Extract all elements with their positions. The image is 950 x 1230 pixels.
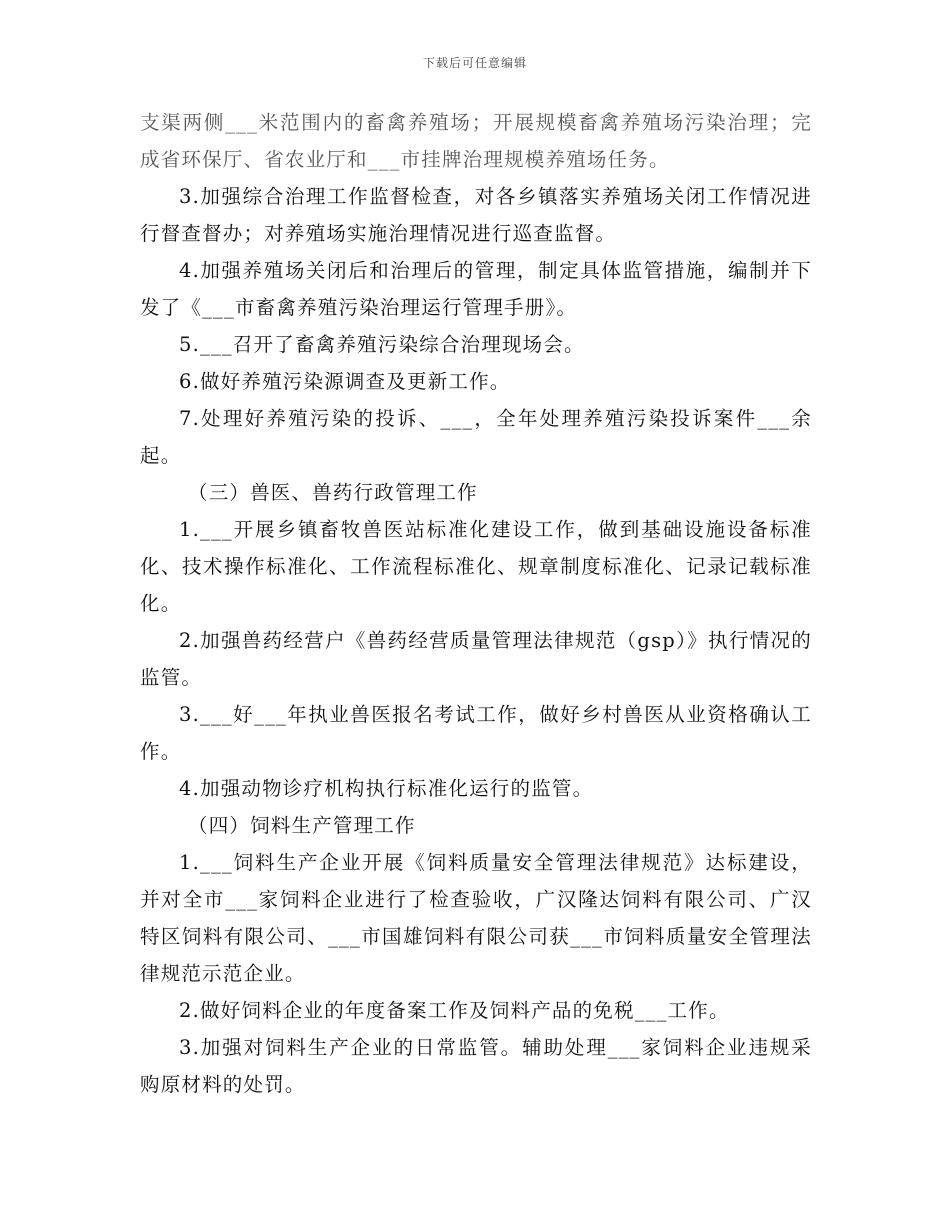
paragraph-item-3-supervision: 3.加强综合治理工作监督检查，对各乡镇落实养殖场关闭工作情况进行督查督办；对养殖场实施治理情况进行巡查监督。: [140, 185, 812, 245]
paragraph-item-6-survey: 6.做好养殖污染源调查及更新工作。: [179, 370, 511, 393]
paragraph-continuation: 支渠两侧___米范围内的畜禽养殖场；开展规模畜禽养殖场污染治理；完成省环保厅、省农业厅和___市挂牌治理规模养殖场任务。: [140, 111, 812, 171]
section-heading-veterinary: （三）兽医、兽药行政管理工作: [188, 481, 478, 504]
paragraph-item-4-management: 4.加强养殖场关闭后和治理后的管理，制定具体监管措施，编制并下发了《___市畜禽养殖污染治理运行管理手册》。: [140, 259, 812, 319]
paragraph-feed-item-2: 2.做好饲料企业的年度备案工作及饲料产品的免税___工作。: [179, 999, 730, 1022]
paragraph-item-5-meeting: 5.___召开了畜禽养殖污染综合治理现场会。: [179, 333, 585, 356]
paragraph-feed-item-3: 3.加强对饲料生产企业的日常监管。辅助处理___家饲料企业违规采购原材料的处罚。: [140, 1036, 812, 1096]
paragraph-vet-item-1: 1.___开展乡镇畜牧兽医站标准化建设工作，做到基础设施设备标准化、技术操作标准化、工作流程标准化、规章制度标准化、记录记载标准化。: [140, 518, 812, 615]
document-body: [140, 104, 812, 1103]
paragraph-vet-item-4: 4.加强动物诊疗机构执行标准化运行的监管。: [179, 777, 594, 800]
page-header-note: 下载后可任意编辑: [422, 56, 527, 70]
section-heading-feed: （四）饲料生产管理工作: [188, 814, 416, 837]
paragraph-vet-item-3: 3.___好___年执业兽医报名考试工作，做好乡村兽医从业资格确认工作。: [140, 703, 812, 763]
paragraph-item-7-complaints: 7.处理好养殖污染的投诉、___，全年处理养殖污染投诉案件___余起。: [140, 407, 812, 467]
paragraph-vet-item-2: 2.加强兽药经营户《兽药经营质量管理法律规范（gsp）》执行情况的监管。: [140, 629, 812, 689]
paragraph-feed-item-1: 1.___饲料生产企业开展《饲料质量安全管理法律规范》达标建设，并对全市___家饲料企业进行了检查验收，广汉隆达饲料有限公司、广汉特区饲料有限公司、___市国雄饲料有限公司获___市饲料质量安全管理法律规范示范企业。: [140, 851, 812, 985]
